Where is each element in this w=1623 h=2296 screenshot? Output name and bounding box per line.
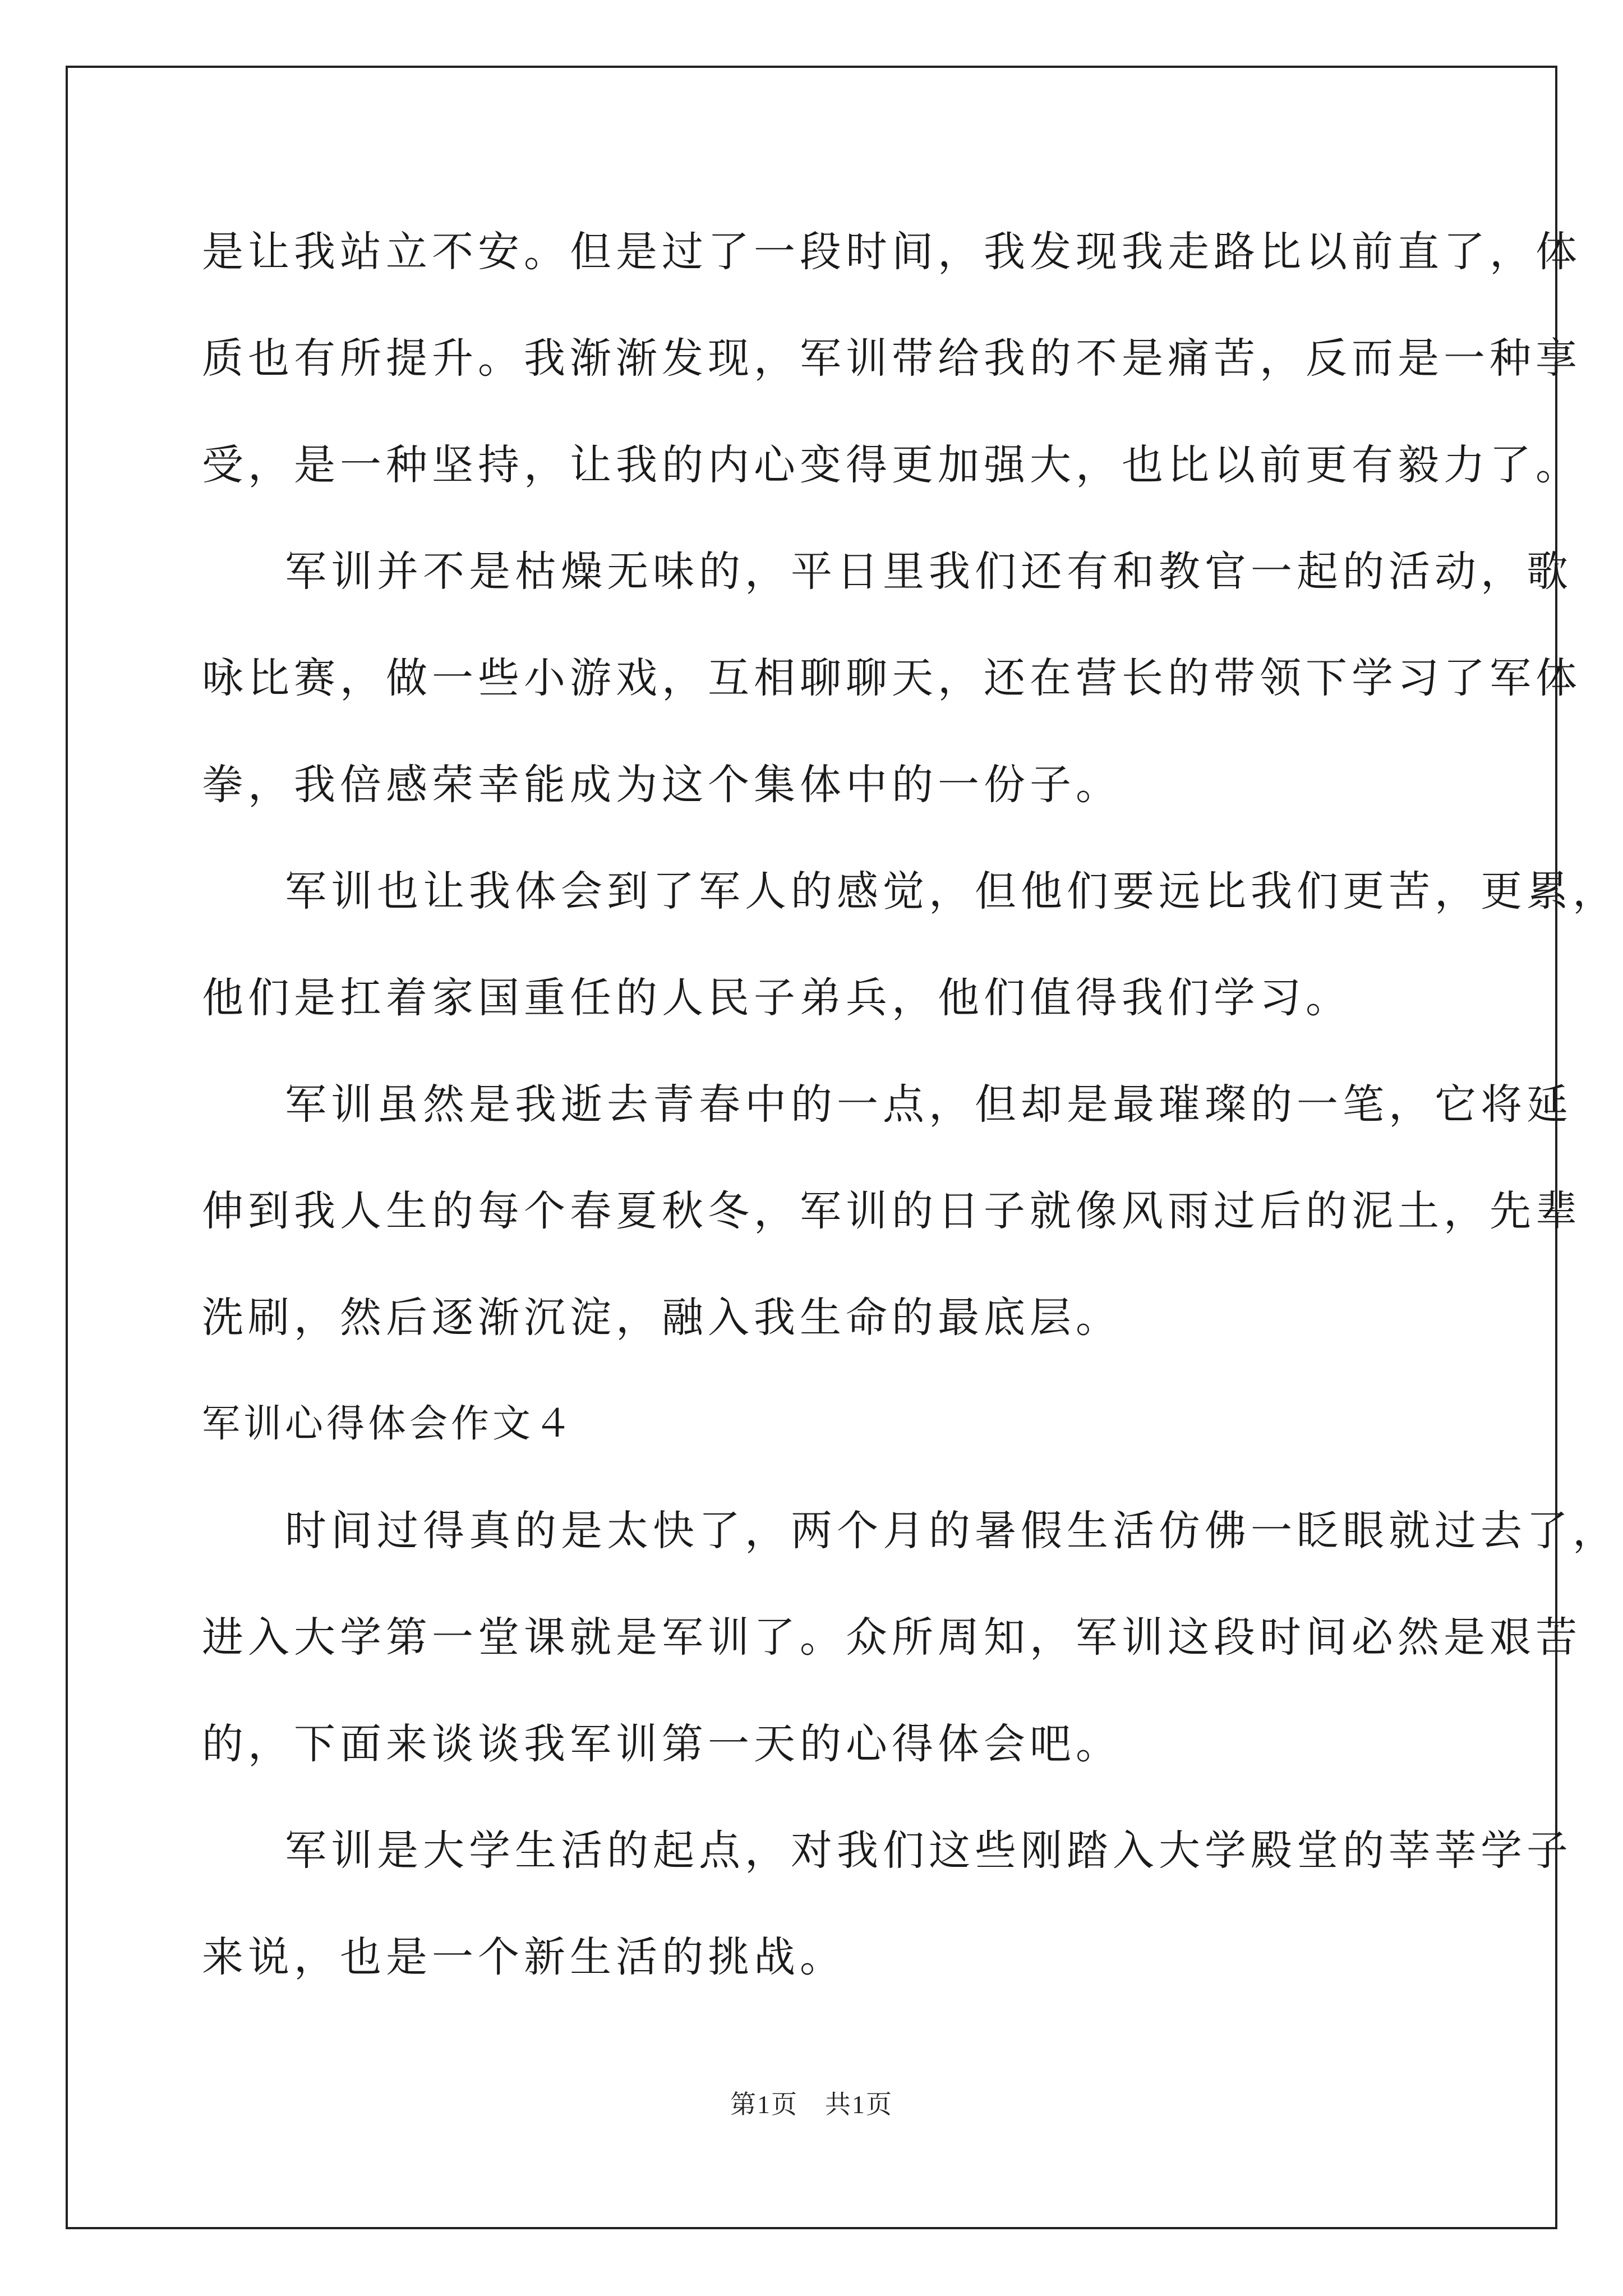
text-line: 来说，也是一个新生活的挑战。 xyxy=(202,1933,846,1981)
text-line: 军训并不是枯燥无味的，平日里我们还有和教官一起的活动，歌 xyxy=(285,547,1573,596)
text-line: 的，下面来谈谈我军训第一天的心得体会吧。 xyxy=(202,1720,1122,1768)
text-line: 拳，我倍感荣幸能成为这个集体中的一份子。 xyxy=(202,761,1122,809)
text-line: 军训虽然是我逝去青春中的一点，但却是最璀璨的一笔，它将延 xyxy=(285,1080,1573,1129)
text-line: 是让我站立不安。但是过了一段时间，我发现我走路比以前直了，体 xyxy=(202,228,1581,276)
text-line: 他们是扛着家国重任的人民子弟兵，他们值得我们学习。 xyxy=(202,974,1352,1022)
text-line: 受，是一种坚持，让我的内心变得更加强大，也比以前更有毅力了。 xyxy=(202,441,1581,489)
text-line: 军训也让我体会到了军人的感觉，但他们要远比我们更苦，更累， xyxy=(285,867,1619,915)
text-line: 质也有所提升。我渐渐发现，军训带给我的不是痛苦，反而是一种享 xyxy=(202,334,1581,383)
text-line: 洗刷，然后逐渐沉淀，融入我生命的最底层。 xyxy=(202,1294,1122,1342)
text-line: 军训是大学生活的起点，对我们这些刚踏入大学殿堂的莘莘学子 xyxy=(285,1826,1573,1875)
text-line: 时间过得真的是太快了，两个月的暑假生活仿佛一眨眼就过去了， xyxy=(285,1507,1619,1555)
text-line: 进入大学第一堂课就是军训了。众所周知，军训这段时间必然是艰苦 xyxy=(202,1613,1581,1662)
page-footer: 第1页 共1页 xyxy=(730,2090,893,2119)
text-line: 咏比赛，做一些小游戏，互相聊聊天，还在营长的带领下学习了军体 xyxy=(202,654,1581,702)
section-heading: 军训心得体会作文４ xyxy=(202,1402,576,1446)
document-body xyxy=(202,215,1619,2027)
text-line: 伸到我人生的每个春夏秋冬，军训的日子就像风雨过后的泥土，先辈 xyxy=(202,1187,1581,1235)
